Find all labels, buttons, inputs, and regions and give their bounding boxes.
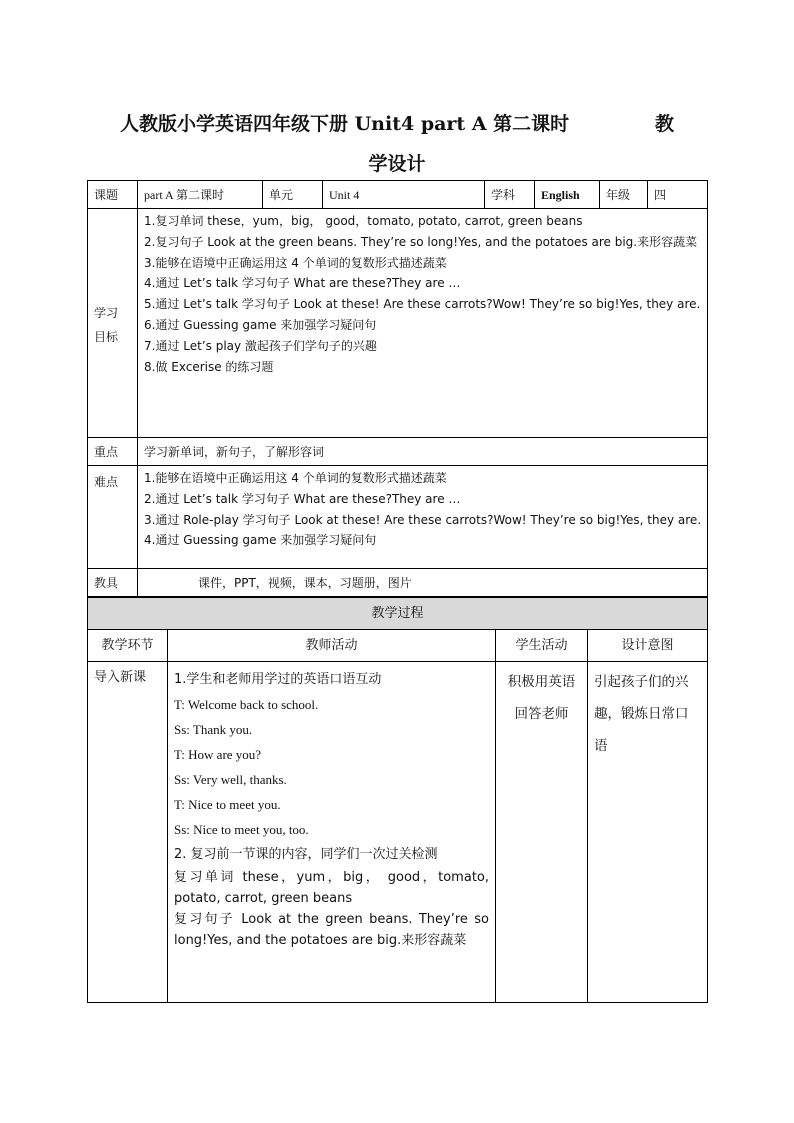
column-header-stage: 教学环节 [88,630,168,662]
process-header: 教学过程 [88,598,708,630]
key-points-label: 重点 [88,438,138,466]
student-activity-cell: 积极用英语回答老师 [496,662,588,1003]
objective-item: 7.通过 Let’s play 激起孩子们学句子的兴趣 [144,338,377,353]
objectives-label-line2: 目标 [94,330,119,344]
teacher-line: T: Nice to meet you. [174,797,281,812]
course-label: 课题 [88,181,138,209]
objectives-label [88,209,138,438]
objective-item: 3.能够在语境中正确运用这 4 个单词的复数形式描述蔬菜 [144,255,447,270]
title-line1: 人教版小学英语四年级下册 Unit4 part A 第二课时 [120,113,570,135]
difficulties-content [138,466,708,569]
teacher-activity-cell [168,662,496,1003]
teacher-line: 1.学生和老师用学过的英语口语互动 [174,672,382,687]
objective-item: 5.通过 Let’s talk 学习句子 Look at these! Are these carrots?Wow! They’re so big!Yes, they are. [144,297,701,312]
unit-label: 单元 [263,181,323,209]
objective-item: 4.通过 Let’s talk 学习句子 What are these?They are … [144,276,461,291]
title-line1-tail: 教 [654,113,674,135]
stage-cell: 导入新课 [88,662,168,1003]
unit-value: Unit 4 [323,181,485,209]
teacher-line: 2. 复习前一节课的内容，同学们一次过关检测 [174,847,438,862]
objective-item: 1.复习单词 these，yum，big， good，tomato, potato, carrot, green beans [144,214,583,228]
difficulty-item: 1.能够在语境中正确运用这 4 个单词的复数形式描述蔬菜 [144,471,447,485]
grade-value: 四 [648,181,708,209]
teacher-line: 复习单词 these，yum，big， good，tomato, potato, carrot, green beans [174,870,489,906]
objective-item: 8.做 Excerise 的练习题 [144,359,274,374]
lesson-info-table [87,180,708,597]
title-line2: 学设计 [368,153,426,175]
teacher-line: Ss: Thank you. [174,722,253,737]
subject-value: English [535,181,600,209]
subject-label: 学科 [485,181,535,209]
course-value: part A 第二课时 [138,181,263,209]
difficulties-label: 难点 [88,466,138,569]
column-header-teacher: 教师活动 [168,630,496,662]
column-header-student: 学生活动 [496,630,588,662]
teacher-line: Ss: Very well, thanks. [174,772,287,787]
objective-item: 6.通过 Guessing game 来加强学习疑问句 [144,317,377,332]
difficulty-item: 2.通过 Let’s talk 学习句子 What are these?They are … [144,491,461,506]
tools-text: 课件，PPT，视频，课本，习题册，图片 [138,569,708,597]
document-title [88,104,706,184]
tools-label: 教具 [88,569,138,597]
objective-item: 2.复习句子 Look at the green beans. They’re so long!Yes, and the potatoes are big.来形容蔬菜 [144,234,698,249]
key-points-text: 学习新单词，新句子，了解形容词 [138,438,708,466]
difficulty-item: 4.通过 Guessing game 来加强学习疑问句 [144,533,377,548]
teacher-line: T: Welcome back to school. [174,697,319,712]
teaching-process-table [87,597,708,1003]
teacher-line: 复习句子 Look at the green beans. They’re so long!Yes, and the potatoes are big.来形容蔬菜 [174,912,489,948]
difficulty-item: 3.通过 Role-play 学习句子 Look at these! Are these carrots?Wow! They’re so big!Yes, they are. [144,512,702,527]
objectives-content [138,209,708,438]
objectives-label-line1: 学习 [94,306,119,320]
design-intent-cell: 引起孩子们的兴趣，锻炼日常口语 [588,662,708,1003]
teacher-line: Ss: Nice to meet you, too. [174,822,309,837]
grade-label: 年级 [600,181,648,209]
teacher-line: T: How are you? [174,747,262,762]
column-header-intent: 设计意图 [588,630,708,662]
